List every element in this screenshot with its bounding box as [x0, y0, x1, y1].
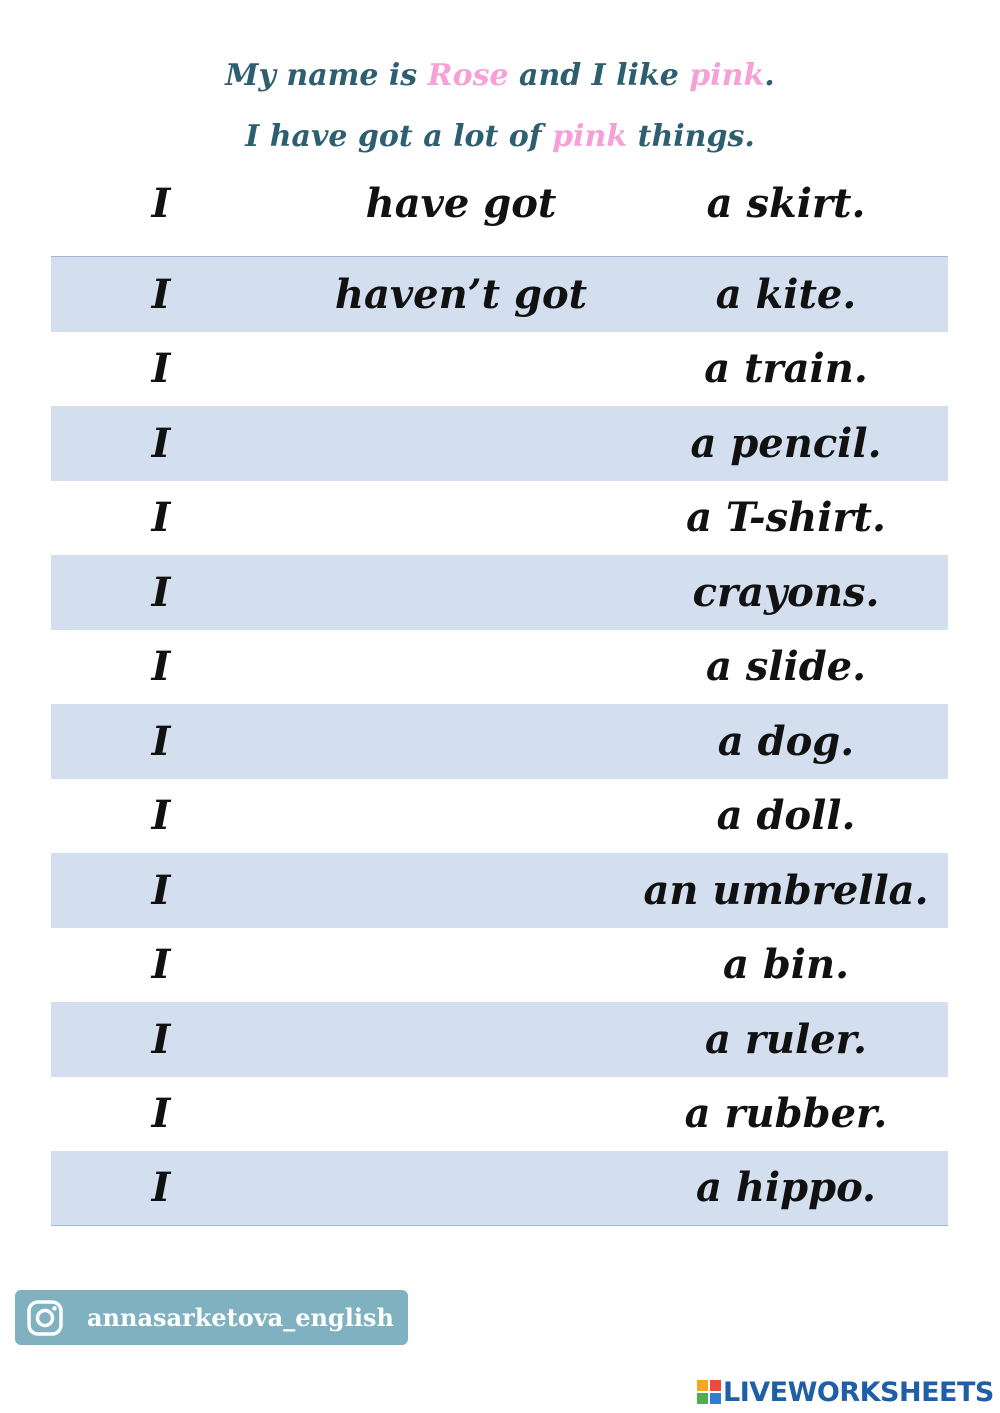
- table-row: [51, 928, 948, 1003]
- subject-cell: I: [151, 180, 171, 227]
- subject-cell: I: [151, 717, 171, 765]
- table-row: [51, 704, 948, 779]
- subject-cell: I: [151, 568, 171, 616]
- verb-answer-cell[interactable]: [301, 1151, 621, 1225]
- object-cell: a rubber.: [684, 1090, 888, 1138]
- object-cell: a train.: [704, 345, 868, 393]
- verb-answer-cell[interactable]: [301, 555, 621, 630]
- table-row: [51, 168, 948, 257]
- table-row: [51, 1002, 948, 1077]
- subject-cell: I: [151, 494, 171, 542]
- object-cell: a hippo.: [696, 1164, 876, 1212]
- subject-cell: I: [151, 792, 171, 840]
- intro-line-1-part-a: My name is: [225, 58, 428, 93]
- sentence-table: [51, 168, 948, 1226]
- object-cell: a dog.: [717, 717, 855, 765]
- table-row: [51, 630, 948, 705]
- verb-answer-cell[interactable]: haven’t got: [334, 270, 588, 318]
- object-cell: crayons.: [692, 568, 880, 616]
- object-cell: a T-shirt.: [686, 494, 886, 542]
- object-cell: a ruler.: [705, 1015, 867, 1063]
- subject-cell: I: [151, 419, 171, 467]
- verb-answer-cell[interactable]: [301, 704, 621, 779]
- subject-cell: I: [151, 866, 171, 914]
- table-row: [51, 257, 948, 332]
- object-cell: a kite.: [715, 270, 857, 318]
- intro-line-1-period: .: [764, 58, 775, 93]
- intro-line-2: [0, 119, 1000, 154]
- instagram-handle: annasarketova_english: [87, 1303, 394, 1332]
- verb-answer-cell[interactable]: [301, 406, 621, 481]
- table-row: [51, 1151, 948, 1226]
- verb-answer-cell[interactable]: [301, 928, 621, 1003]
- instagram-badge: [15, 1290, 408, 1345]
- object-cell: a pencil.: [690, 419, 882, 467]
- object-cell: a doll.: [716, 792, 856, 840]
- verb-answer-cell[interactable]: [301, 779, 621, 854]
- intro-line-1-part-c: and I like: [508, 58, 690, 93]
- verb-answer-cell[interactable]: [301, 853, 621, 928]
- subject-cell: I: [151, 1015, 171, 1063]
- intro-line-2-pink: pink: [552, 119, 628, 154]
- object-cell: a skirt.: [706, 180, 866, 227]
- object-cell: an umbrella.: [643, 866, 929, 914]
- subject-cell: I: [151, 941, 171, 989]
- subject-cell: I: [151, 270, 171, 318]
- intro-line-2-part-c: things.: [627, 119, 755, 154]
- verb-answer-cell[interactable]: [301, 1002, 621, 1077]
- subject-cell: I: [151, 1164, 171, 1212]
- subject-cell: I: [151, 1090, 171, 1138]
- table-row: [51, 779, 948, 854]
- verb-answer-cell[interactable]: [301, 1077, 621, 1152]
- verb-answer-cell[interactable]: have got: [365, 180, 557, 227]
- liveworksheets-wordmark: LIVEWORKSHEETS: [723, 1376, 994, 1408]
- verb-answer-cell[interactable]: [301, 332, 621, 407]
- liveworksheets-logo: [697, 1376, 994, 1408]
- table-row: [51, 853, 948, 928]
- intro-line-2-part-a: I have got a lot of: [245, 119, 553, 154]
- table-row: [51, 332, 948, 407]
- liveworksheets-mark-icon: [697, 1380, 721, 1404]
- object-cell: a bin.: [722, 941, 849, 989]
- subject-cell: I: [151, 643, 171, 691]
- verb-answer-cell[interactable]: [301, 481, 621, 556]
- instagram-icon: [25, 1298, 65, 1338]
- object-cell: a slide.: [705, 643, 867, 691]
- intro-line-1: [0, 58, 1000, 93]
- subject-cell: I: [151, 345, 171, 393]
- table-row: [51, 406, 948, 481]
- table-row: [51, 555, 948, 630]
- verb-answer-cell[interactable]: [301, 630, 621, 705]
- table-row: [51, 481, 948, 556]
- intro-color-pink: pink: [689, 58, 765, 93]
- intro-name-rose: Rose: [427, 58, 509, 93]
- table-row: [51, 1077, 948, 1152]
